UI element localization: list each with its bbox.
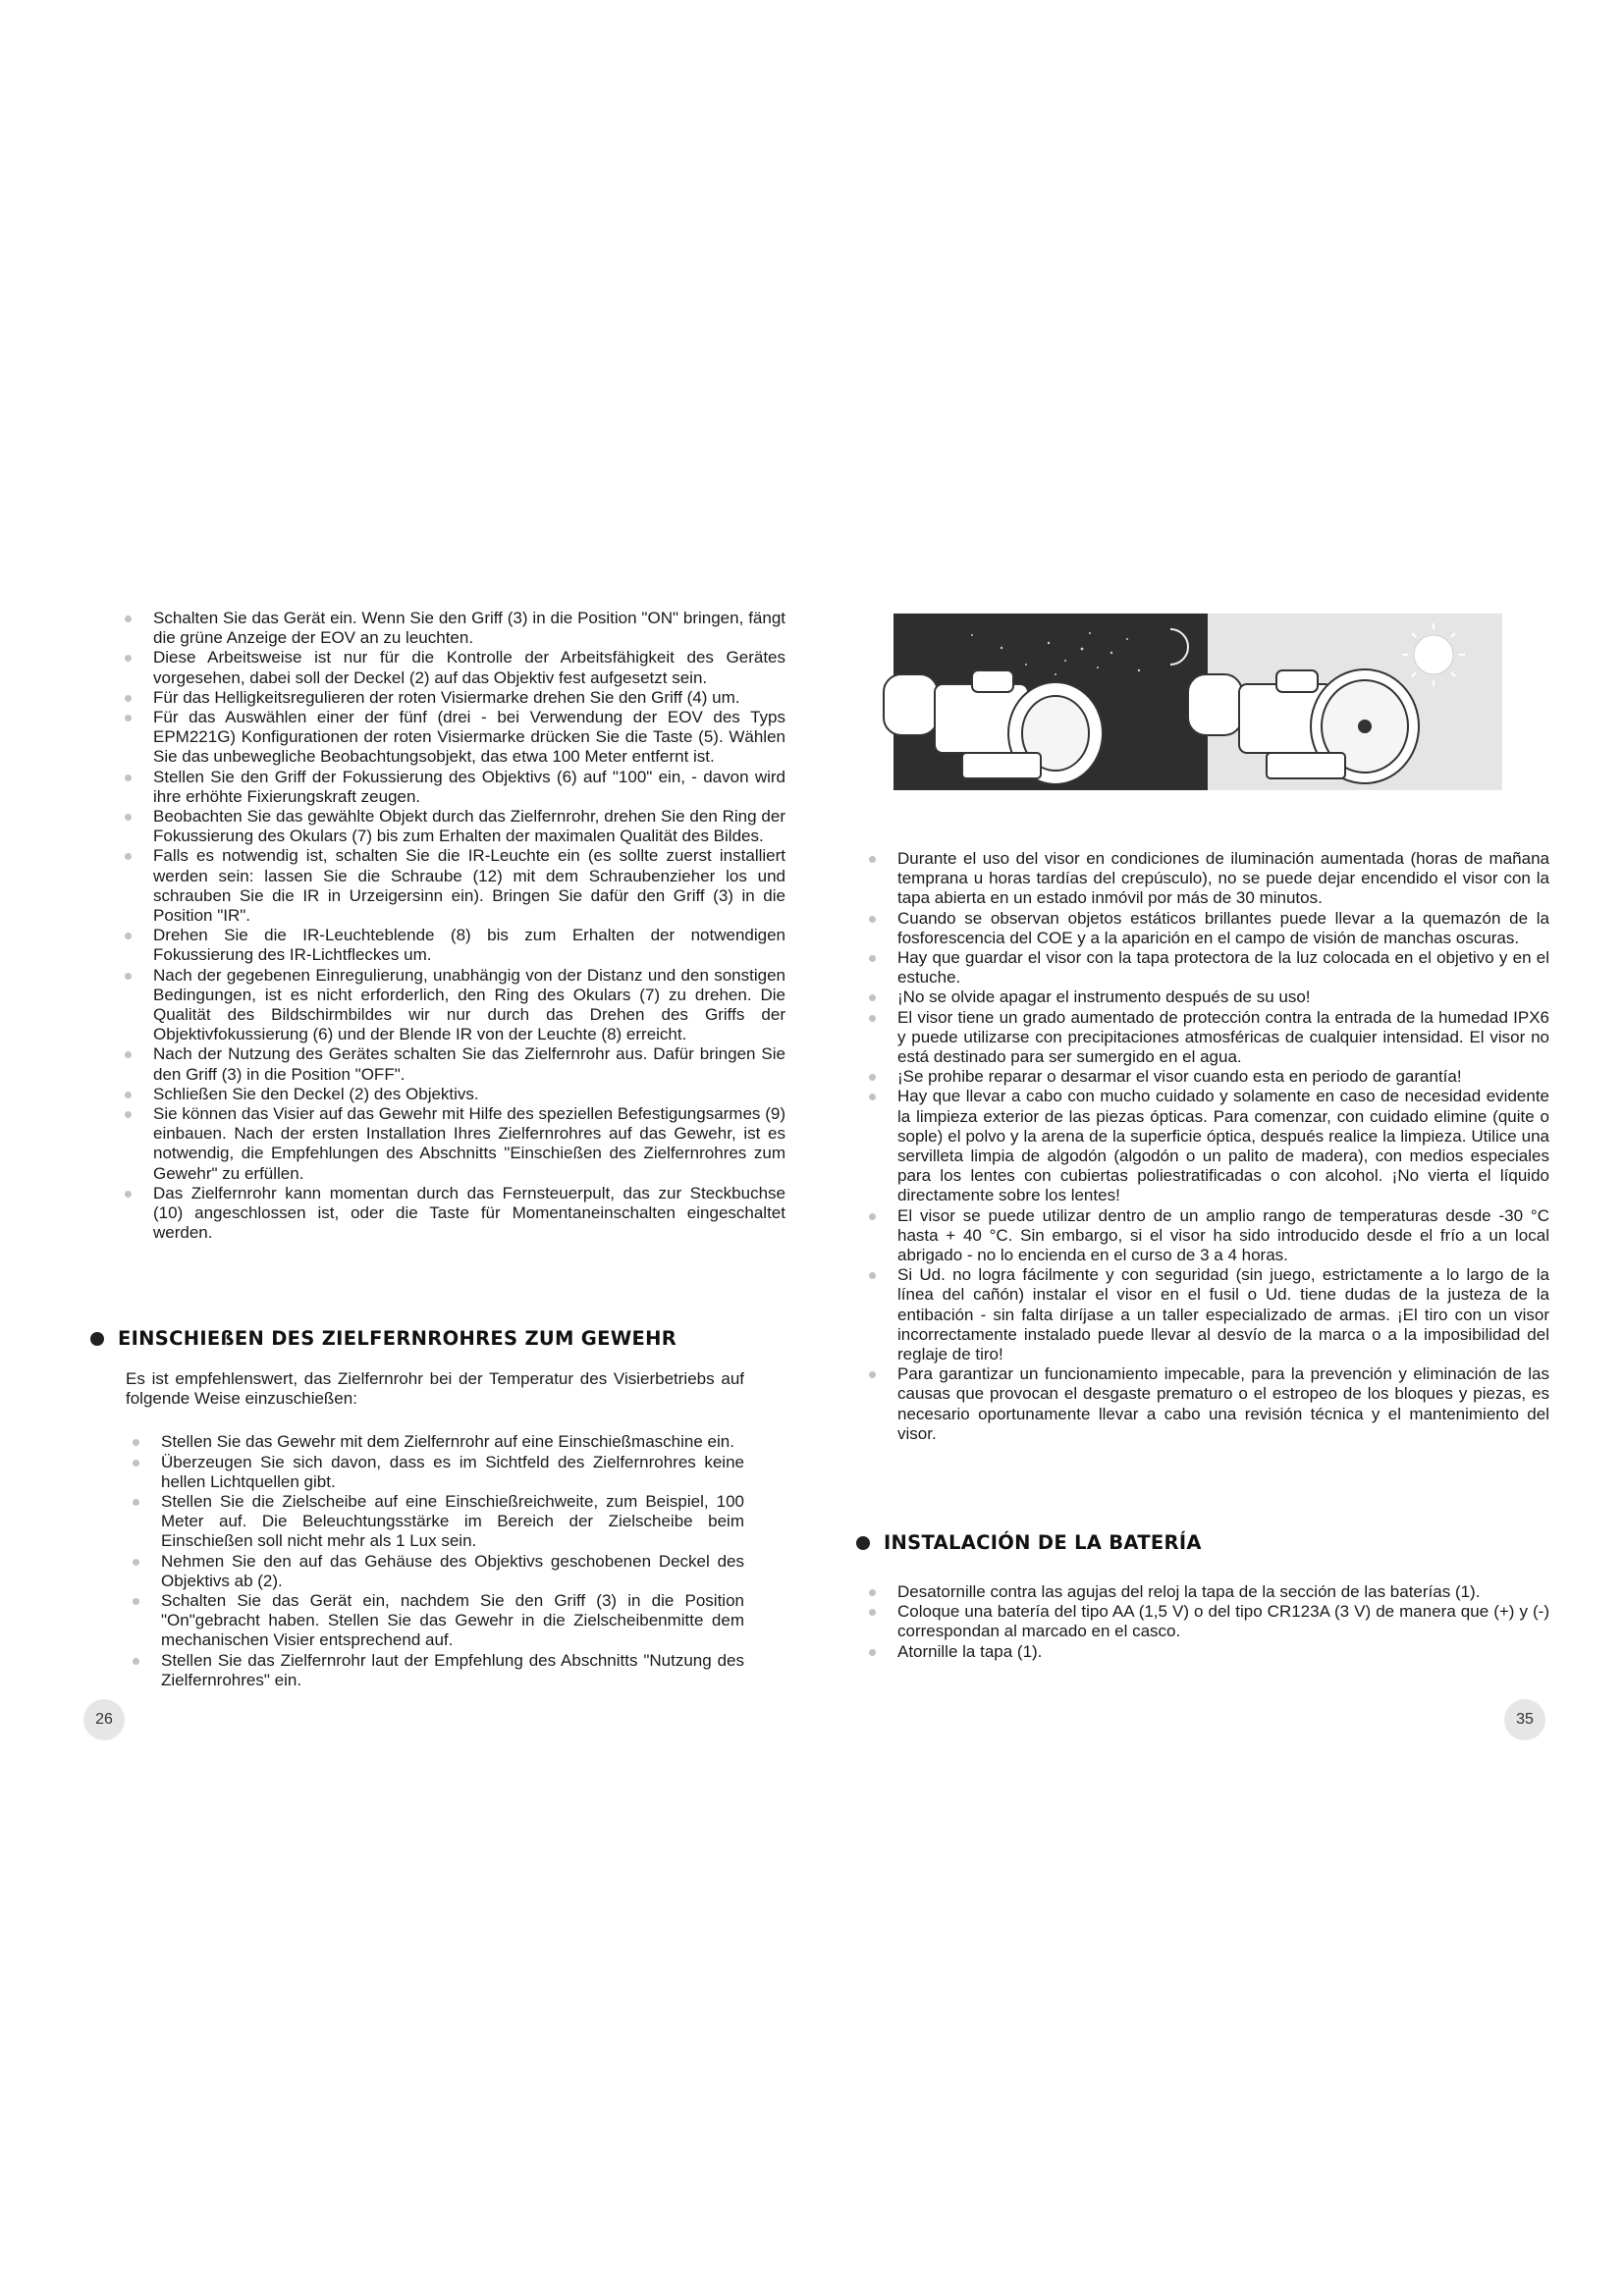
list-item: Stellen Sie die Zielscheibe auf eine Einschießreichweite, zum Beispiel, 100 Meter auf. Die Beleuchtungsstärke im Bereich der Zielscheibe beim Einschießen soll nicht mehr als 1 Lux sein. (126, 1492, 744, 1552)
list-item: Stellen Sie den Griff der Fokussierung des Objektivs (6) auf "100" ein, - davon wird ihre erhöhte Fixierungskraft zeugen. (118, 768, 785, 807)
list-item: Für das Auswählen einer der fünf (drei - bei Verwendung der EOV des Typs EPM221G) Konfigurationen der roten Visiermarke drücken Sie die Taste (5). Wählen Sie das unbewegliche Beobachtungsobjekt, das etwa 100 Meter entfernt ist. (118, 708, 785, 768)
list-item: Schalten Sie das Gerät ein. Wenn Sie den Griff (3) in die Position "ON" bringen, fängt die grüne Anzeige der EOV an zu leuchten. (118, 609, 785, 648)
heading-bullet-icon (856, 1536, 870, 1550)
list-item: Durante el uso del visor en condiciones de iluminación aumentada (horas de mañana temprana u horas tardías del crepúsculo), no se puede dejar encendido el visor con la tapa abierta en un estado inmóvil por más de 30 minutos. (862, 849, 1549, 909)
list-item: Desatornille contra las agujas del reloj la tapa de la sección de las baterías (1). (862, 1582, 1549, 1602)
list-item: Coloque una batería del tipo AA (1,5 V) o del tipo CR123A (3 V) de manera que (+) y (-) correspondan al marcado en el casco. (862, 1602, 1549, 1641)
list-item: Atornille la tapa (1). (862, 1642, 1549, 1662)
left-section-body (126, 1369, 744, 1690)
list-item: Schließen Sie den Deckel (2) des Objektivs. (118, 1085, 785, 1104)
list-item: Das Zielfernrohr kann momentan durch das Fernsteuerpult, das zur Steckbuchse (10) angeschlossen ist, oder die Taste für Momentaneinschalten eingeschaltet werden. (118, 1184, 785, 1244)
list-item: El visor se puede utilizar dentro de un amplio rango de temperaturas desde -30 °C hasta + 40 °C. Sin embargo, si el visor ha sido introducido desde el frío a un local abrigado - no lo encienda en el curso de 3 a 4 horas. (862, 1206, 1549, 1266)
list-item: Diese Arbeitsweise ist nur für die Kontrolle der Arbeitsfähigkeit des Gerätes vorgesehen, dabei soll der Deckel (2) auf das Objektiv fest aufgesetzt sein. (118, 648, 785, 687)
right-page-column (862, 849, 1549, 1444)
section-heading-bateria (856, 1531, 1202, 1554)
section-title: INSTALACIÓN DE LA BATERÍA (884, 1531, 1202, 1554)
list-item: Falls es notwendig ist, schalten Sie die IR-Leuchte ein (es sollte zuerst installiert werden sein: lassen Sie die Schraube (12) mit dem Schraubenzieher los und schrauben Sie die IR in Urzeigersinn ein). Bringen Sie dafür den Griff (3) in die Position "IR". (118, 846, 785, 926)
left-section-list (126, 1432, 744, 1690)
page-number-left: 26 (83, 1699, 125, 1740)
heading-bullet-icon (90, 1332, 104, 1346)
list-item: Überzeugen Sie sich davon, dass es im Sichtfeld des Zielfernrohres keine hellen Lichtquellen gibt. (126, 1453, 744, 1492)
section-heading-einschiessen (90, 1327, 677, 1350)
right-section-body (862, 1582, 1549, 1662)
list-item: Für das Helligkeitsregulieren der roten Visiermarke drehen Sie den Griff (4) um. (118, 688, 785, 708)
list-item: Stellen Sie das Zielfernrohr laut der Empfehlung des Abschnitts "Nutzung des Zielfernrohres" ein. (126, 1651, 744, 1690)
list-item: Nach der gegebenen Einregulierung, unabhängig von der Distanz und den sonstigen Bedingungen, ist es nicht erforderlich, den Ring des Okulars (7) zu drehen. Die Qualität des Bildschirmbildes wir nur durch das Drehen des Griffs der Objektivfokussierung (6) und der Blende IR von der Leuchte (8) erreicht. (118, 966, 785, 1045)
left-instruction-list (118, 609, 785, 1244)
day-night-illustration (854, 614, 1502, 820)
list-item: Para garantizar un funcionamiento impecable, para la prevención y eliminación de las causas que provocan el desgaste prematuro o el estropeo de los bloques y piezas, es necesario oportunamente llevar a cabo una revisión técnica y el mantenimiento del visor. (862, 1364, 1549, 1444)
section-intro: Es ist empfehlenswert, das Zielfernrohr bei der Temperatur des Visierbetriebs auf folgende Weise einzuschießen: (126, 1369, 744, 1409)
list-item: Cuando se observan objetos estáticos brillantes puede llevar a la quemazón de la fosforescencia del COE y a la aparición en el campo de visión de manchas oscuras. (862, 909, 1549, 948)
list-item: Hay que llevar a cabo con mucho cuidado y solamente en caso de necesidad evidente la limpieza exterior de las piezas ópticas. Para comenzar, con cuidado elimine (quite o sople) el polvo y la arena de la superficie óptica, después realice la limpieza. Utilice una servilleta limpia de algodón (algodón o un palito de madera), con medios especiales para los lentes con cubiertas poliestratificadas o con alcohol. ¡No vierta el líquido directamente sobre los lentes! (862, 1087, 1549, 1205)
list-item: El visor tiene un grado aumentado de protección contra la entrada de la humedad IPX6 y puede utilizarse con precipitaciones atmosféricas de cualquier intensidad. El visor no está destinado para ser sumergido en el agua. (862, 1008, 1549, 1068)
list-item: Stellen Sie das Gewehr mit dem Zielfernrohr auf eine Einschießmaschine ein. (126, 1432, 744, 1452)
list-item: ¡No se olvide apagar el instrumento después de su uso! (862, 988, 1549, 1007)
list-item: ¡Se prohibe reparar o desarmar el visor cuando esta en periodo de garantía! (862, 1067, 1549, 1087)
list-item: Beobachten Sie das gewählte Objekt durch das Zielfernrohr, drehen Sie den Ring der Fokussierung des Okulars (7) bis zum Erhalten der maximalen Qualität des Bildes. (118, 807, 785, 846)
list-item: Sie können das Visier auf das Gewehr mit Hilfe des speziellen Befestigungsarmes (9) einbauen. Nach der ersten Installation Ihres Zielfernrohres auf das Gewehr, ist es notwendig, die Empfehlungen des Abschnitts "Einschießen des Zielfernrohres zum Gewehr" zu erfüllen. (118, 1104, 785, 1184)
right-section-list (862, 1582, 1549, 1662)
left-page-column (118, 609, 785, 1244)
list-item: Hay que guardar el visor con la tapa protectora de la luz colocada en el objetivo y en el estuche. (862, 948, 1549, 988)
list-item: Nehmen Sie den auf das Gehäuse des Objektivs geschobenen Deckel des Objektivs ab (2). (126, 1552, 744, 1591)
list-item: Nach der Nutzung des Gerätes schalten Sie das Zielfernrohr aus. Dafür bringen Sie den Griff (3) in die Position "OFF". (118, 1044, 785, 1084)
page-number-right: 35 (1504, 1699, 1545, 1740)
right-instruction-list (862, 849, 1549, 1444)
list-item: Schalten Sie das Gerät ein, nachdem Sie den Griff (3) in die Position "On"gebracht haben. Stellen Sie das Gewehr in die Zielscheibenmitte dem mechanischen Visier entsprechend auf. (126, 1591, 744, 1651)
list-item: Si Ud. no logra fácilmente y con seguridad (sin juego, estrictamente a lo largo de la línea del cañón) instalar el visor en el fusil o Ud. tiene dudas de la justeza de la entibación - sin falta diríjase a un taller especializado de armas. ¡El tiro con un visor incorrectamente instalado puede llevar al desvío de la marca o a la imposibilidad del reglaje de tiro! (862, 1265, 1549, 1364)
section-title: EINSCHIEßEN DES ZIELFERNROHRES ZUM GEWEHR (118, 1327, 677, 1350)
list-item: Drehen Sie die IR-Leuchteblende (8) bis zum Erhalten der notwendigen Fokussierung des IR-Lichtfleckes um. (118, 926, 785, 965)
